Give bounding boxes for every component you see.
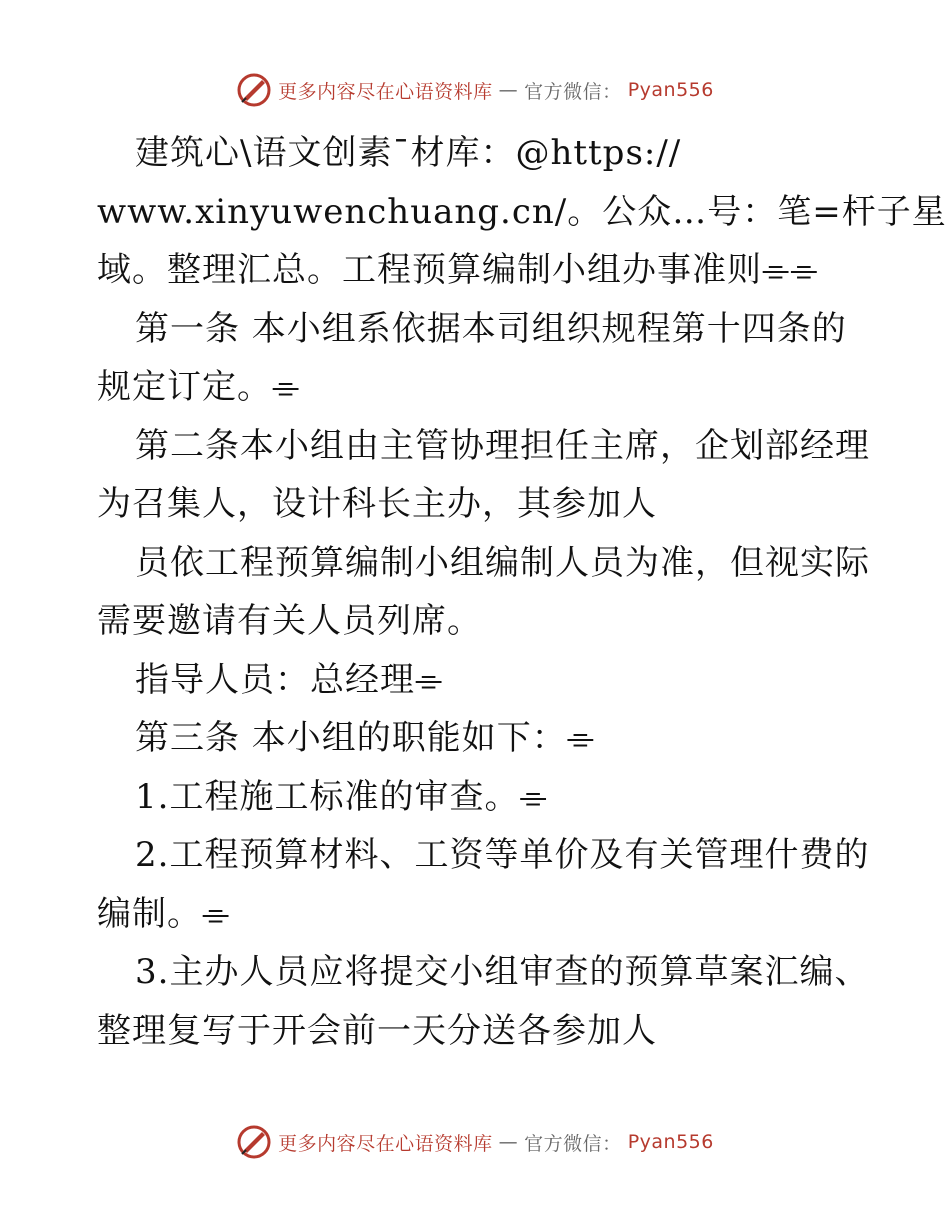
text-line: 指导人员：总经理⌯ — [135, 659, 444, 700]
text-line: 第二条本小组由主管协理担任主席，企划部经理 — [135, 425, 870, 466]
text-line: 员依工程预算编制小组编制人员为准，但视实际 — [135, 542, 870, 583]
text-line: 为召集人，设计科长主办，其参加人 — [97, 484, 657, 524]
text-line: 1.工程施工标准的审查。⌯ — [135, 776, 548, 817]
watermark-main-text: 更多内容尽在心语资料库 — [278, 80, 493, 103]
text-line: 建筑心\语文创素¯材库：@https:// — [135, 133, 682, 173]
watermark-main-text: 更多内容尽在心语资料库 — [278, 1132, 493, 1155]
text-line: 第一条 本小组系依据本司组织规程第十四条的 — [135, 308, 847, 349]
watermark-separator: — — [498, 79, 519, 101]
text-line: 3.主办人员应将提交小组审查的预算草案汇编、 — [135, 952, 870, 992]
watermark-wechat-label: 官方微信： — [524, 80, 622, 103]
text-line: 第三条 本小组的职能如下：⌯ — [135, 718, 596, 758]
document-body — [97, 124, 947, 1060]
quill-logo-icon — [236, 72, 272, 108]
watermark-wechat-id: Pyan556 — [627, 79, 714, 101]
text-line: 整理复写于开会前一天分送各参加人 — [97, 1010, 657, 1051]
text-line: 域。整理汇总。工程预算编制小组办事准则⌯⌯ — [97, 250, 819, 290]
text-line: 2.工程预算材料、工资等单价及有关管理什费的 — [135, 835, 870, 875]
text-line: 规定订定。⌯ — [97, 367, 301, 407]
text-line: 需要邀请有关人员列席。 — [97, 601, 482, 641]
text-line: www.xinyuwenchuang.cn/。公众…号：笔=杆子星 — [97, 191, 947, 232]
quill-logo-icon — [236, 1124, 272, 1160]
text-line: 编制。⌯ — [97, 893, 231, 934]
watermark-separator: — — [498, 1131, 519, 1153]
watermark-footer — [0, 1124, 950, 1160]
watermark-header — [0, 72, 950, 108]
watermark-wechat-label: 官方微信： — [524, 1132, 622, 1155]
watermark-wechat-id: Pyan556 — [627, 1131, 714, 1153]
